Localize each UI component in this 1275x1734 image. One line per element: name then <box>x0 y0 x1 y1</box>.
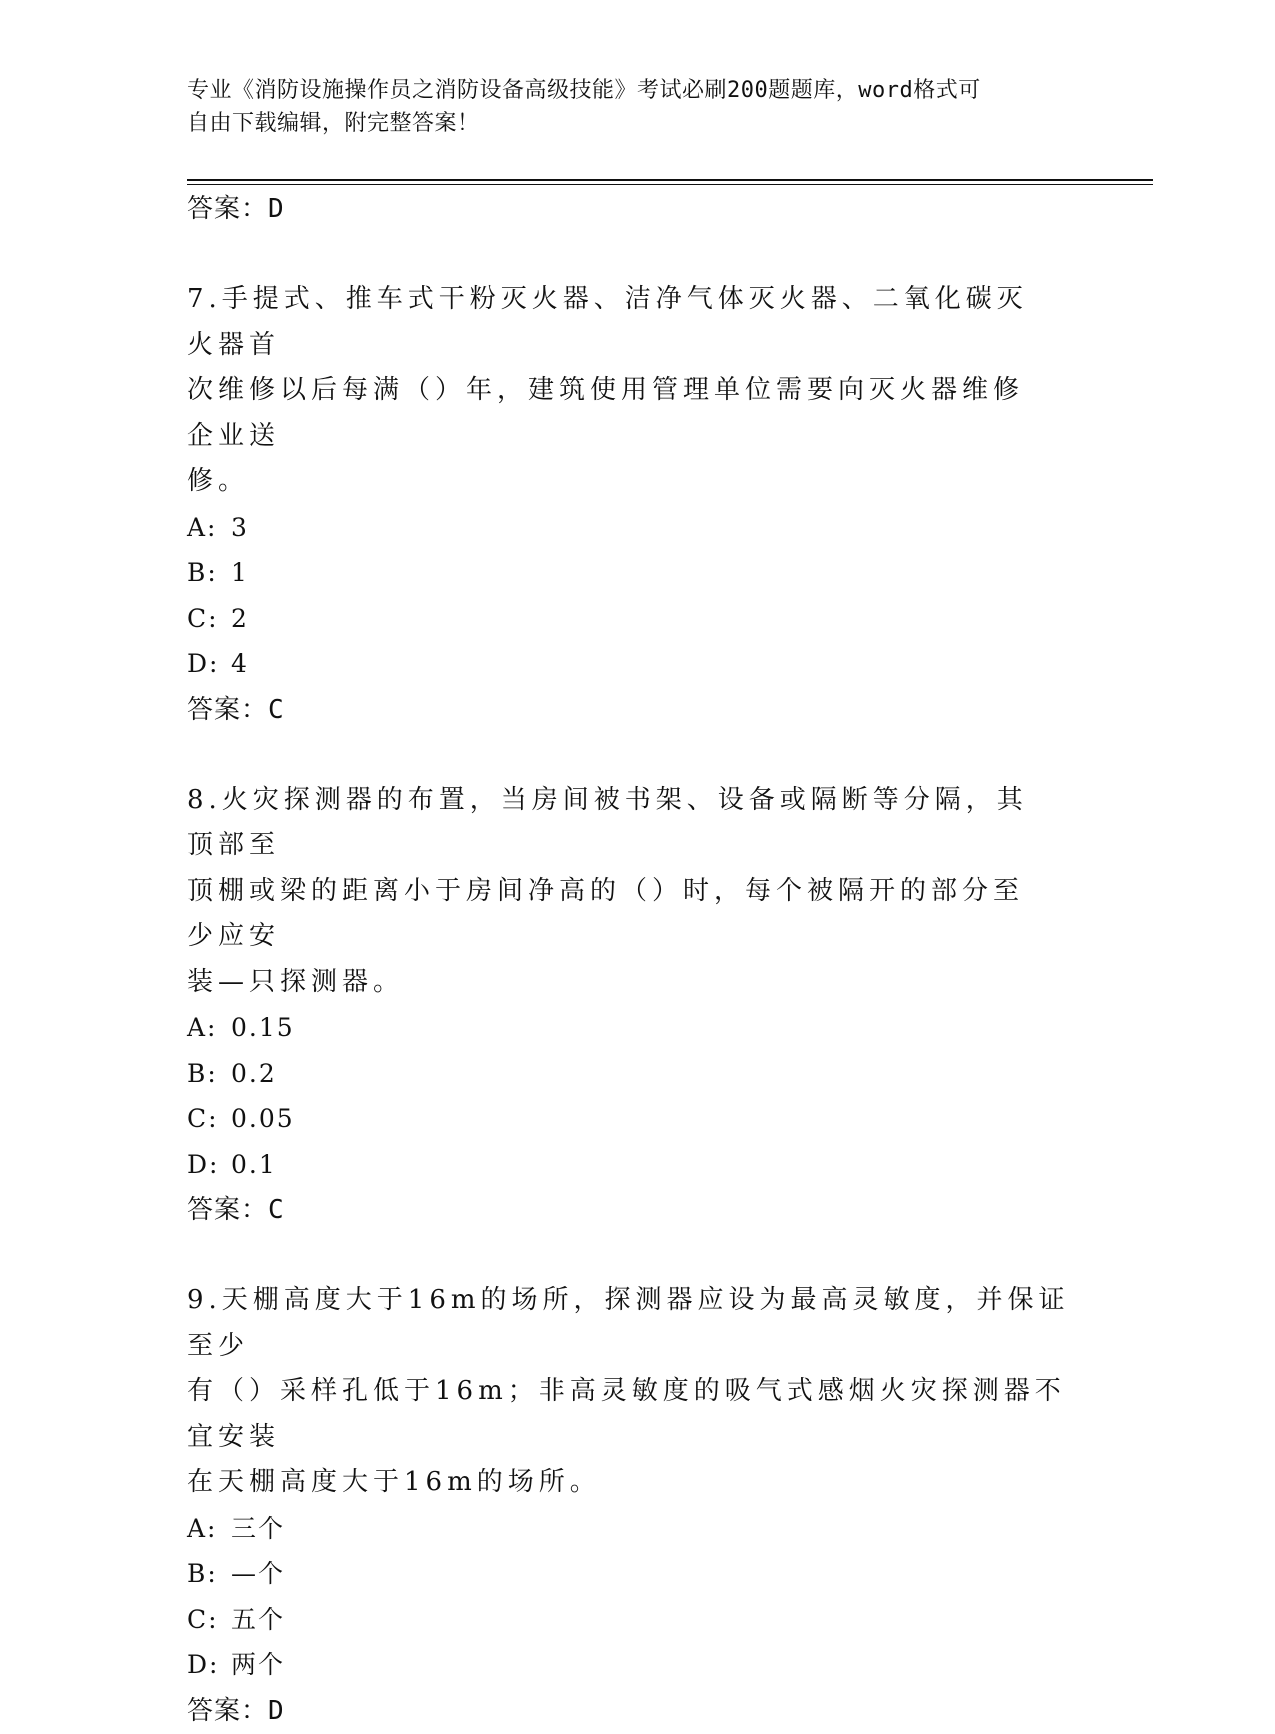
header-line-1: 专业《消防设施操作员之消防设备高级技能》考试必刷200题题库，word格式可 <box>187 78 981 103</box>
option-label: B: <box>187 558 218 587</box>
option-label: B: <box>187 1058 218 1088</box>
question-text-line: 7.手提式、推车式干粉灭火器、洁净气体灭火器、二氧化碳灭火器首 <box>187 284 1028 360</box>
option-value: 0.1 <box>231 1149 277 1179</box>
option-label: A: <box>187 512 218 542</box>
question-7 <box>187 277 1087 733</box>
option-a <box>187 1005 1087 1051</box>
question-text-line: 装—只探测器。 <box>187 966 405 997</box>
question-7-answer: 答案：C <box>187 694 285 725</box>
option-value: 1 <box>231 558 249 587</box>
option-label: D: <box>187 1149 220 1179</box>
option-c <box>187 1597 1087 1643</box>
option-label: B: <box>187 1559 218 1588</box>
option-label: D: <box>187 649 220 678</box>
option-b <box>187 1051 1087 1097</box>
option-label: D: <box>187 1650 220 1679</box>
header-rule-thick <box>187 179 1153 181</box>
option-value: 两个 <box>231 1650 286 1679</box>
option-value: 3 <box>231 512 249 542</box>
question-8-answer: 答案：C <box>187 1195 285 1225</box>
question-8 <box>187 778 1087 1234</box>
question-8-text <box>187 778 1047 1006</box>
option-b <box>187 1551 1087 1597</box>
option-label: A: <box>187 1513 218 1543</box>
option-label: C: <box>187 603 219 633</box>
option-value: 0.2 <box>231 1058 277 1088</box>
option-label: C: <box>187 1104 219 1133</box>
question-text-line: 9.天棚高度大于16m的场所，探测器应设为最高灵敏度，并保证至少 <box>187 1285 1070 1361</box>
option-c <box>187 1096 1087 1142</box>
question-text-line: 次维修以后每满（）年，建筑使用管理单位需要向灭火器维修企业送 <box>187 375 1025 451</box>
question-7-text <box>187 277 1047 505</box>
question-9 <box>187 1278 1087 1734</box>
option-value: 4 <box>231 649 249 678</box>
option-value: 0.15 <box>231 1013 295 1042</box>
option-value: 0.05 <box>231 1104 295 1133</box>
question-text-line: 修。 <box>187 466 250 496</box>
option-label: A: <box>187 1013 218 1042</box>
page-header <box>187 74 1067 140</box>
question-text-line: 在天棚高度大于16m的场所。 <box>187 1467 601 1497</box>
option-value: —个 <box>231 1559 286 1588</box>
header-rule-thin <box>187 184 1153 185</box>
option-d <box>187 641 1087 687</box>
previous-answer: 答案：D <box>187 194 285 224</box>
option-value: 2 <box>231 603 249 633</box>
question-9-text <box>187 1278 1087 1506</box>
question-text-line: 有（）采样孔低于16m；非高灵敏度的吸气式感烟火灾探测器不宜安装 <box>187 1376 1066 1452</box>
option-value: 五个 <box>231 1604 286 1634</box>
option-d <box>187 1642 1087 1688</box>
option-label: C: <box>187 1604 219 1634</box>
question-9-answer: 答案：D <box>187 1695 285 1726</box>
option-a <box>187 1506 1087 1552</box>
document-body <box>187 186 1087 1734</box>
option-d <box>187 1142 1087 1188</box>
option-value: 三个 <box>231 1513 286 1543</box>
option-b <box>187 550 1087 596</box>
question-text-line: 顶棚或梁的距离小于房间净高的（）时，每个被隔开的部分至少应安 <box>187 875 1025 951</box>
question-text-line: 8.火灾探测器的布置，当房间被书架、设备或隔断等分隔，其顶部至 <box>187 784 1028 860</box>
header-line-2: 自由下载编辑，附完整答案！ <box>187 111 480 136</box>
option-a <box>187 505 1087 551</box>
option-c <box>187 596 1087 642</box>
